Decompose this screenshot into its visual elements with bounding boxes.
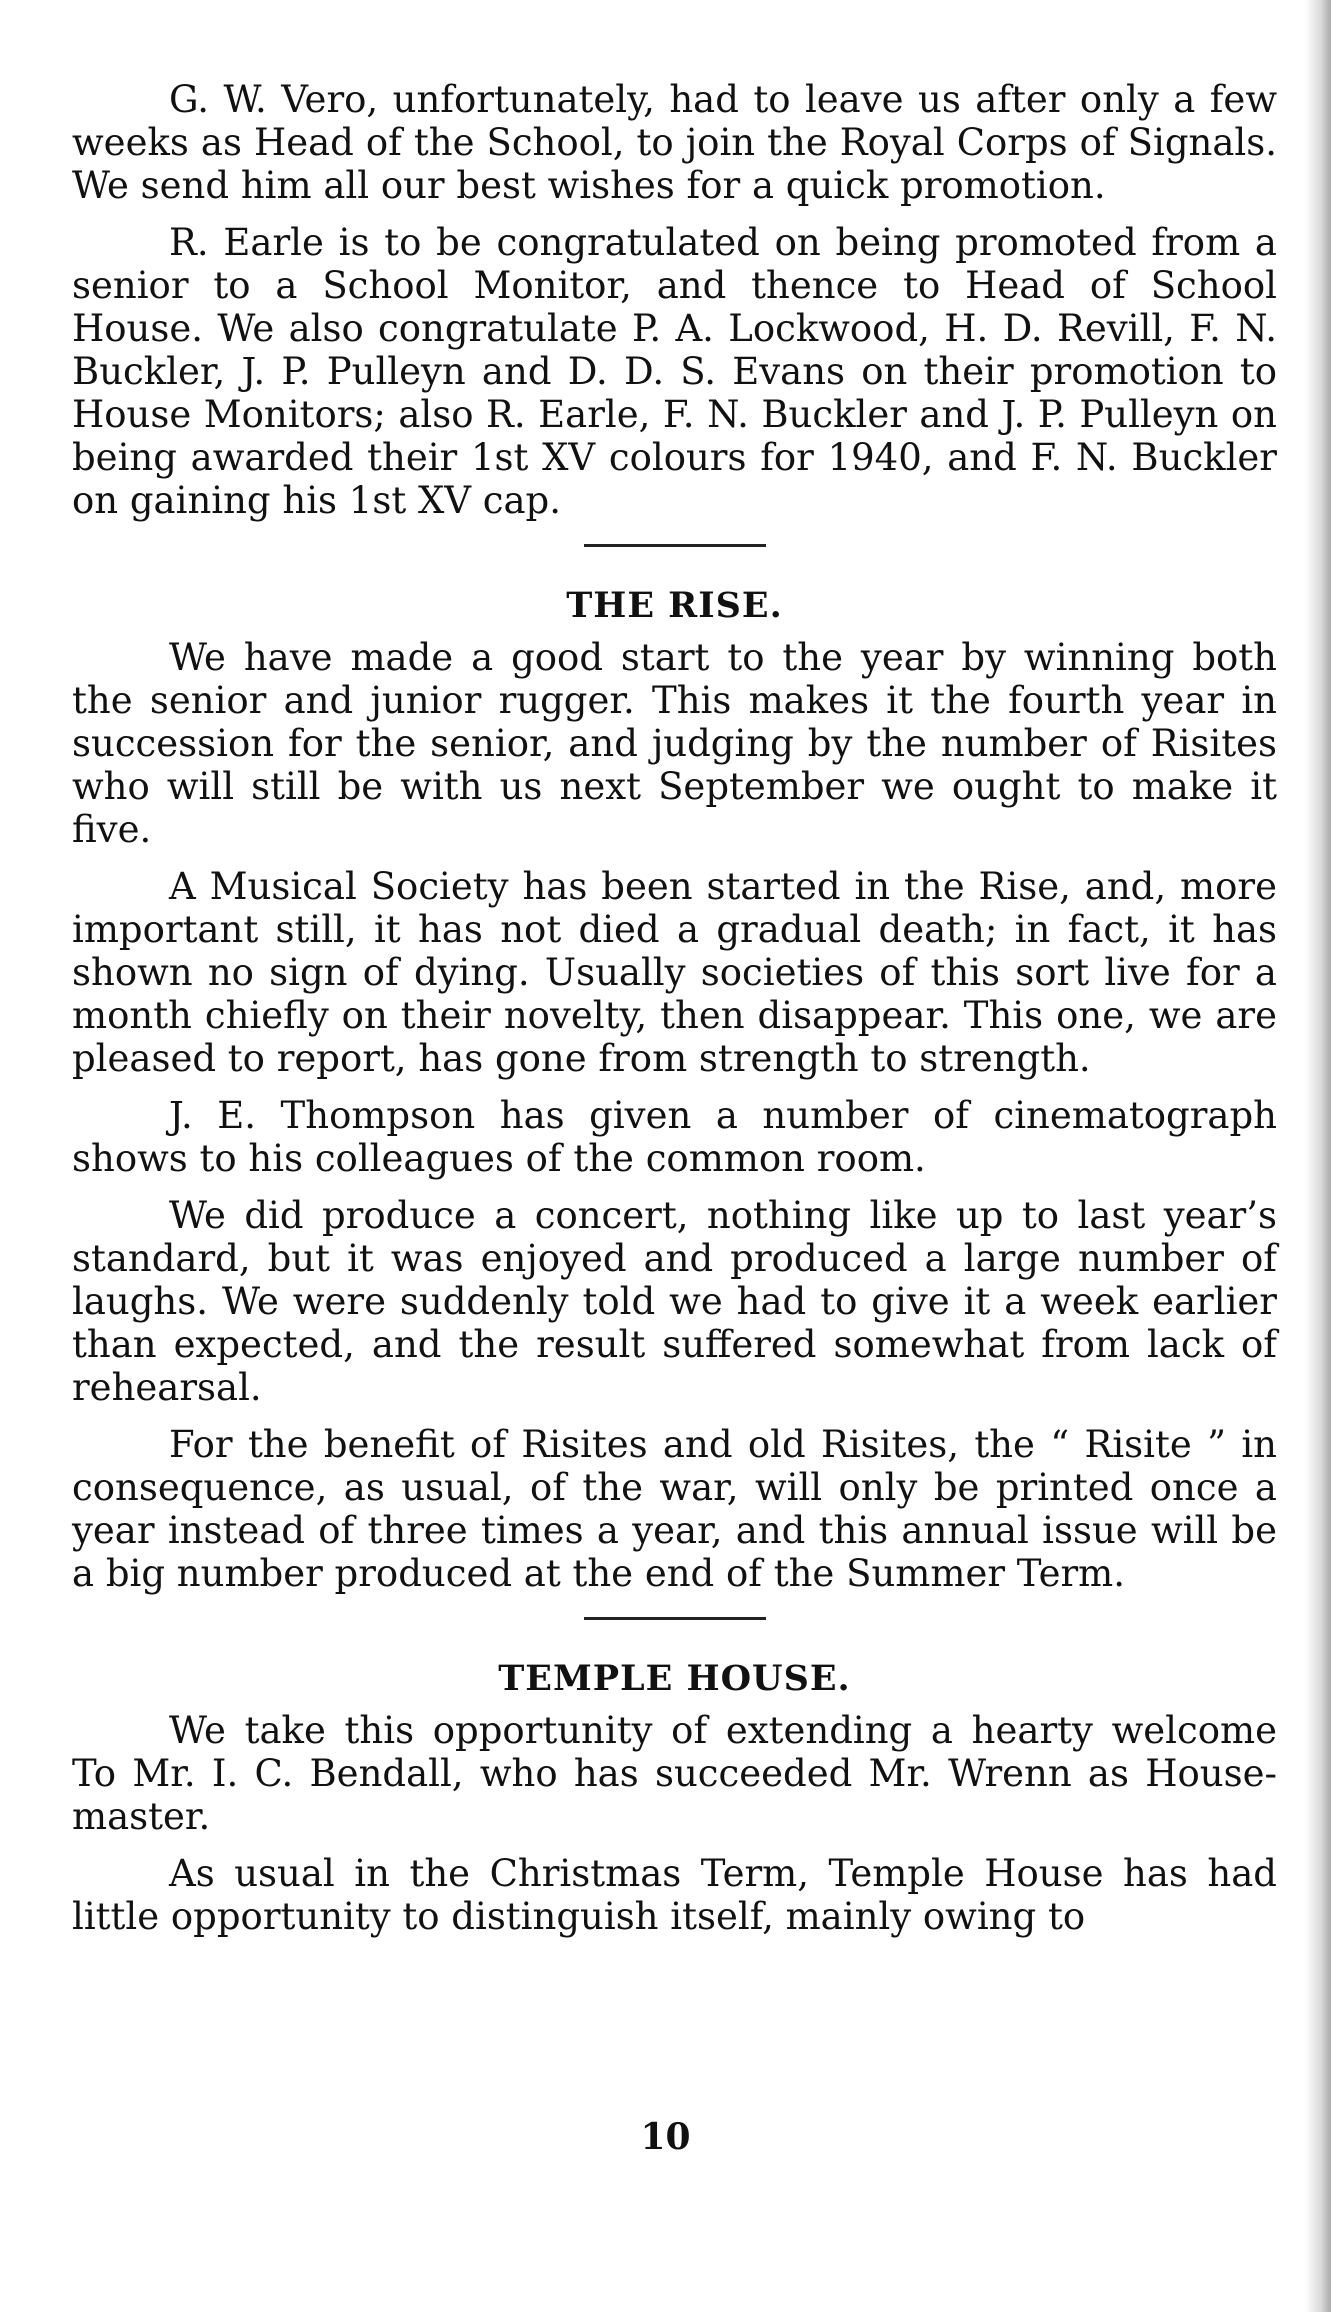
section-heading-the-rise: THE RISE. [566,585,783,626]
section-divider-temple [584,1617,766,1620]
rise-paragraph-1: We have made a good start to the year by winning both the senior and junior rugger. This makes it the fourth year in succession for the senior, and judging by the number of Risites who will still be with us next September we ought to make it five. [72,636,1277,851]
rise-paragraph-3: J. E. Thompson has given a number of cinematograph shows to his colleagues of the common room. [72,1094,1277,1180]
section-divider-rise [584,544,766,547]
temple-paragraph-1: We take this opportunity of extending a hearty welcome To Mr. I. C. Bendall, who has succeeded Mr. Wrenn as House-master. [72,1709,1277,1838]
intro-paragraph-2: R. Earle is to be congratulated on being promoted from a senior to a School Monitor, and thence to Head of School House. We also congratulate P. A. Lockwood, H. D. Revill, F. N. Buckler, J. P. Pulleyn and D. D. S. Evans on their promotion to House Monitors; also R. Earle, F. N. Buckler and J. P. Pulleyn on being awarded their 1st XV colours for 1940, and F. N. Buckler on gaining his 1st XV cap. [72,221,1277,522]
intro-paragraph-1: G. W. Vero, unfortunately, had to leave us after only a few weeks as Head of the School, to join the Royal Corps of Signals. We send him all our best wishes for a quick promotion. [72,78,1277,207]
temple-paragraph-2: As usual in the Christmas Term, Temple House has had little opportunity to distinguish itself, mainly owing to [72,1852,1277,1938]
page-edge-shadow [1305,0,1331,2312]
rise-paragraph-2: A Musical Society has been started in the Rise, and, more important still, it has not died a gradual death; in fact, it has shown no sign of dying. Usually societies of this sort live for a month chiefly on their novelty, then disappear. This one, we are pleased to report, has gone from strength to strength. [72,865,1277,1080]
section-heading-temple-house: TEMPLE HOUSE. [498,1658,851,1699]
page-content [72,78,1277,1952]
rise-paragraph-5: For the benefit of Risites and old Risites, the “ Risite ” in consequence, as usual, of the war, will only be printed once a year instead of three times a year, and this annual issue will be a big number produced at the end of the Summer Term. [72,1423,1277,1595]
page-number: 10 [640,2116,691,2158]
rise-paragraph-4: We did produce a concert, nothing like up to last year’s standard, but it was enjoyed and produced a large number of laughs. We were suddenly told we had to give it a week earlier than expected, and the result suffered somewhat from lack of rehearsal. [72,1194,1277,1409]
